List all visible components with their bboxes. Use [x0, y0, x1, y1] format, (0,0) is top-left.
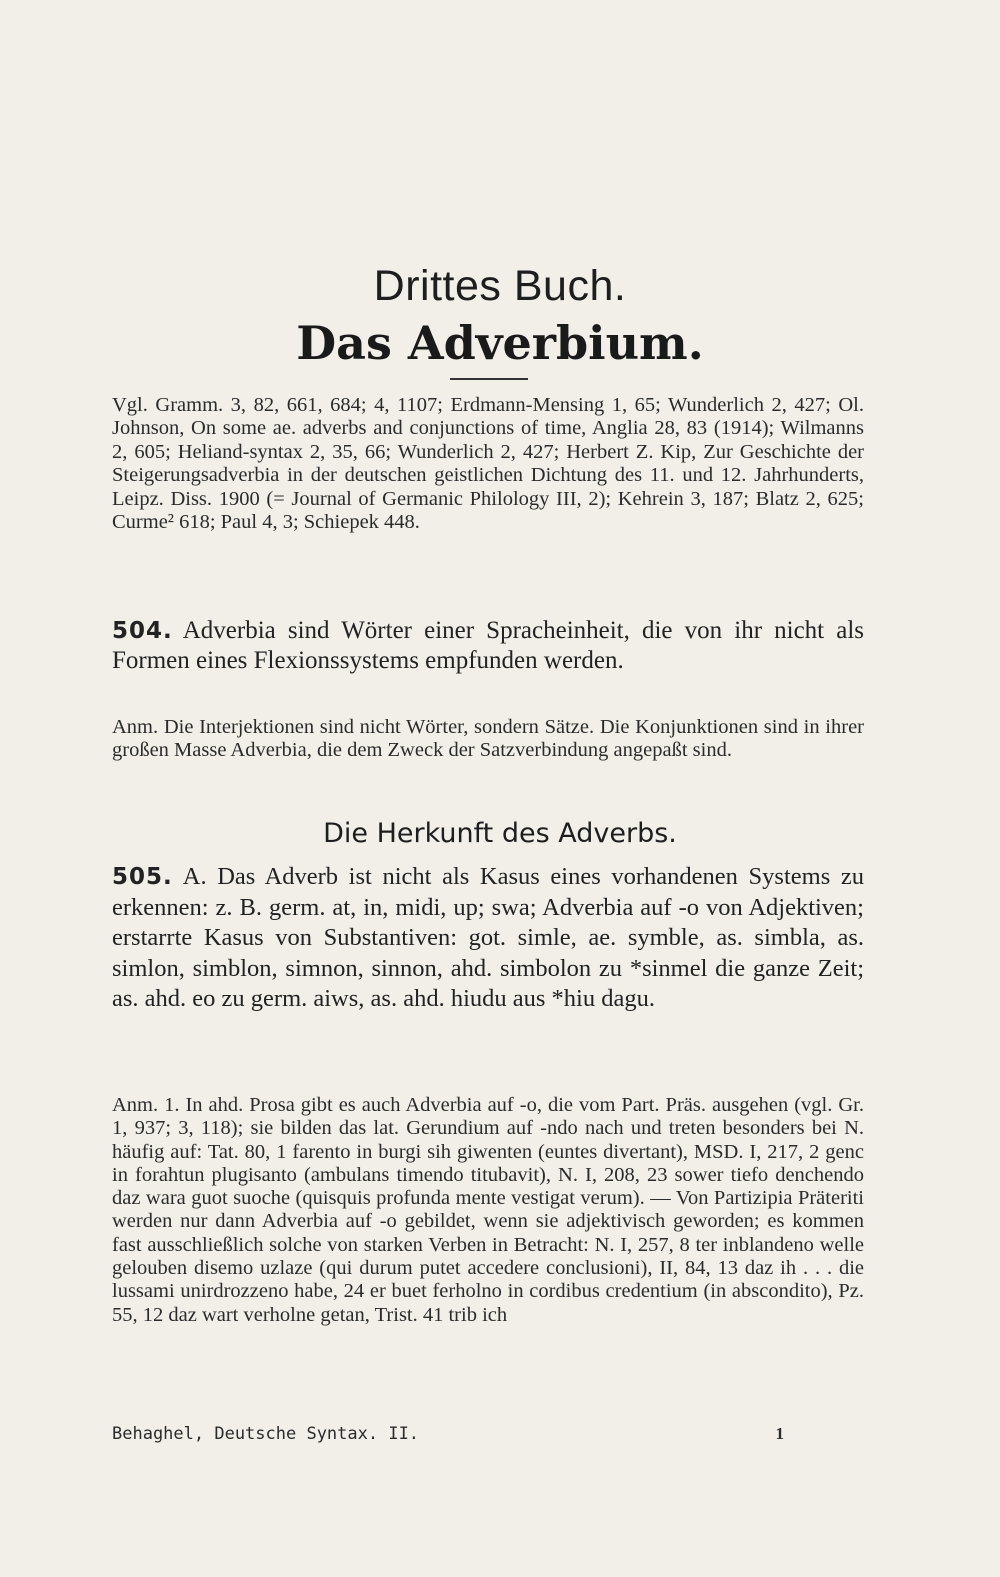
section-504	[112, 616, 864, 675]
page-number: 1	[775, 1424, 784, 1443]
section-505-note-text: Anm. 1. In ahd. Prosa gibt es auch Adverbia auf -o, die vom Part. Präs. ausgehen (vgl. Gr. 1, 937; 3, 118); sie bilden das lat. Gerundium auf -ndo nach und treten besonders bei N. häufig auf: Tat. 80, 1 farento in burgi sih giwenten (euntes divertant), MSD. I, 217, 2 genc in forahtun plugisanto (ambulans timendo titubavit), N. I, 208, 23 sower tiefo denchendo daz wara guot suoche (quisquis profunda mente vestigat verum). — Von Partizipia Präteriti werden nur dann Adverbia auf -o gebildet, wenn sie adjektivisch geworden; es kommen fast ausschließlich solche von starken Verben in Betracht: N. I, 257, 8 ter inblandeno welle gelouben disemo uzlaze (qui durum putet accedere conclusioni), II, 84, 13 daz ih . . . die lussami unirdrozzeno habe, 24 er buet ferholno in cordibus credentium (in abscondito), Pz. 55, 12 daz wart verholne getan, Trist. 41 trib ich	[112, 1094, 864, 1326]
footer-signature: Behaghel, Deutsche Syntax. II.	[112, 1424, 420, 1444]
section-505-note	[112, 1094, 864, 1327]
section-504-note	[112, 716, 864, 763]
section-heading: Die Herkunft des Adverbs.	[323, 818, 677, 849]
title-divider	[450, 378, 528, 380]
section-505-paragraph	[112, 862, 864, 1015]
section-504-number: 504.	[112, 618, 173, 644]
section-504-paragraph	[112, 616, 864, 675]
literature-references	[112, 394, 864, 534]
section-504-note-text: Anm. Die Interjektionen sind nicht Wörter, sondern Sätze. Die Konjunktionen sind in ihrer großen Masse Adverbia, die dem Zweck der Satzverbindung angepaßt sind.	[112, 716, 864, 762]
section-505	[112, 862, 864, 1015]
section-505-number: 505.	[112, 864, 173, 890]
book-subtitle: Das Adverbium.	[296, 316, 704, 370]
section-505-text: A. Das Adverb ist nicht als Kasus eines vorhandenen Systems zu erkennen: z. B. germ. at, in, midi, up; swa; Adverbia auf -o von Adjektiven; erstarrte Kasus von Substantiven: got. simle, ae. symble, as. simbla, as. simlon, simblon, simnon, sinnon, ahd. simbolon zu *sinmel die ganze Zeit; as. ahd. eo zu germ. aiws, as. ahd. hiudu aus *hiu dagu.	[112, 863, 864, 1013]
literature-text: Vgl. Gramm. 3, 82, 661, 684; 4, 1107; Erdmann-Mensing 1, 65; Wunderlich 2, 427; Ol. Johnson, On some ae. adverbs and conjunctions of time, Anglia 28, 83 (1914); Wilmanns 2, 605; Heliand-syntax 2, 35, 66; Wunderlich 2, 427; Herbert Z. Kip, Zur Geschichte der Steigerungsadverbia in der deutschen geistlichen Dichtung des 11. und 12. Jahrhunderts, Leipz. Diss. 1900 (= Journal of Germanic Philology III, 2); Kehrein 3, 187; Blatz 2, 625; Curme² 618; Paul 4, 3; Schiepek 448.	[112, 394, 864, 534]
section-504-text: Adverbia sind Wörter einer Spracheinheit, die von ihr nicht als Formen eines Flexionssystems empfunden werden.	[112, 617, 864, 674]
page-footer	[112, 1424, 864, 1444]
book-title: Drittes Buch.	[373, 262, 627, 310]
